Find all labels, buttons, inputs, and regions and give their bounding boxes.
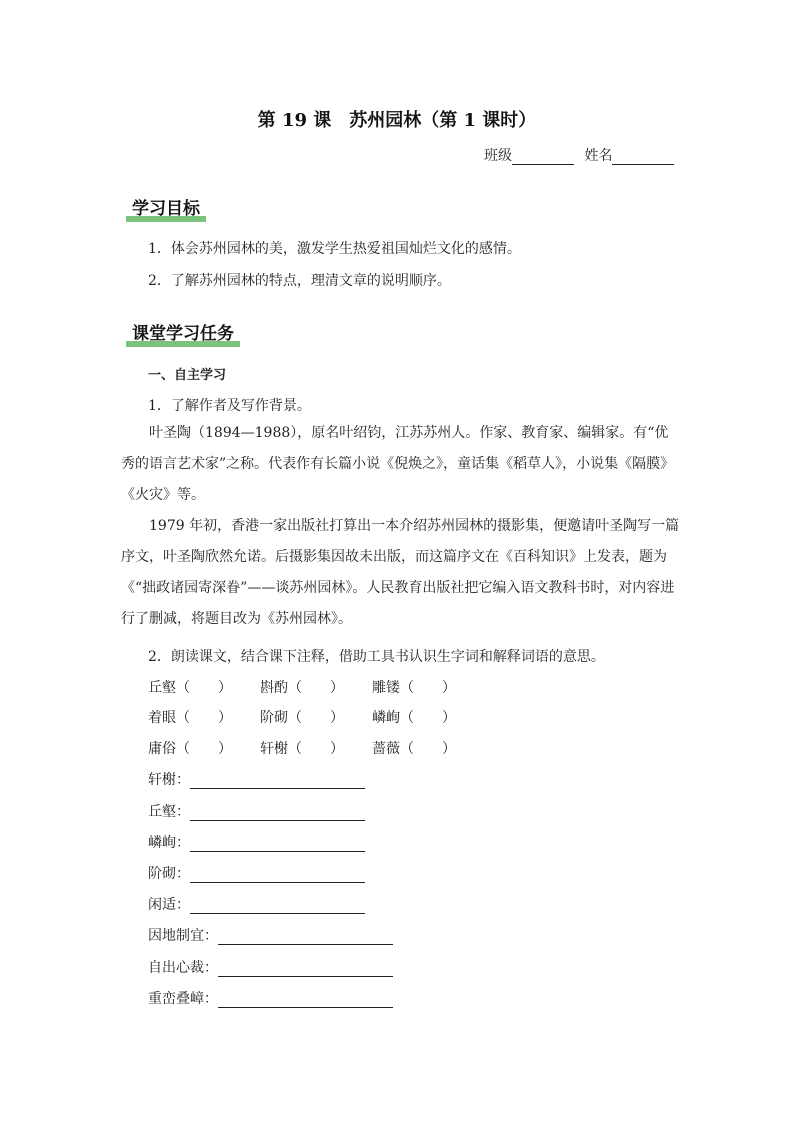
pinyin-item[interactable]: 斟酌（ ） xyxy=(260,680,344,696)
definition-blank[interactable] xyxy=(218,928,393,945)
definition-term: 轩榭： xyxy=(148,772,190,788)
pinyin-item[interactable]: 轩榭（ ） xyxy=(260,741,344,757)
section-heading-objectives: 学习目标 xyxy=(126,194,206,219)
definition-blank[interactable] xyxy=(218,991,393,1008)
pinyin-item[interactable]: 阶砌（ ） xyxy=(260,710,344,726)
definition-blank[interactable] xyxy=(190,772,365,789)
section-heading-tasks: 课堂学习任务 xyxy=(126,319,240,344)
definition-row xyxy=(148,925,393,945)
name-label: 姓名 xyxy=(584,148,613,164)
definition-blank[interactable] xyxy=(218,960,393,977)
name-blank[interactable] xyxy=(612,150,674,165)
task-1: 1．了解作者及写作背景。 xyxy=(148,398,311,414)
objective-item-2: 2．了解苏州园林的特点，理清文章的说明顺序。 xyxy=(148,273,451,289)
definition-blank[interactable] xyxy=(190,897,365,914)
background-paragraph: 1979 年初，香港一家出版社打算出一本介绍苏州园林的摄影集，便邀请叶圣陶写一篇序文，叶圣陶欣然允诺。后摄影集因故未出版，而这篇序文在《百科知识》上发表，题为《“拙政诸园寄深眷”——谈苏州园林》。人民教育出版社把它编入语文教科书时，对内容进行了删减，将题目改为《苏州园林》。 xyxy=(121,518,680,627)
task-2: 2．朗读课文，结合课下注释，借助工具书认识生字词和解释词语的意思。 xyxy=(148,649,605,665)
definition-row xyxy=(148,832,365,852)
definition-row xyxy=(148,894,365,914)
definition-row xyxy=(148,988,393,1008)
definition-term: 丘壑： xyxy=(148,804,190,820)
pinyin-item[interactable]: 庸俗（ ） xyxy=(148,741,232,757)
subheading-self-study: 一、自主学习 xyxy=(148,368,227,383)
definition-row xyxy=(148,863,365,883)
definition-row xyxy=(148,801,365,821)
pinyin-item[interactable]: 丘壑（ ） xyxy=(148,680,232,696)
definition-row xyxy=(148,769,365,789)
pinyin-item[interactable]: 嶙峋（ ） xyxy=(372,710,456,726)
definition-term: 自出心裁： xyxy=(148,960,218,976)
definition-term: 因地制宜： xyxy=(148,928,218,944)
definition-term: 嶙峋： xyxy=(148,835,190,851)
definition-blank[interactable] xyxy=(190,804,365,821)
class-blank[interactable] xyxy=(512,150,574,165)
page-title: 第 19 课 苏州园林（第 1 课时） xyxy=(257,110,537,131)
definition-term: 重峦叠嶂： xyxy=(148,991,218,1007)
objective-item-1: 1．体会苏州园林的美，激发学生热爱祖国灿烂文化的感情。 xyxy=(148,241,521,257)
class-name-line xyxy=(484,145,674,165)
author-paragraph: 叶圣陶（1894—1988），原名叶绍钧，江苏苏州人。作家、教育家、编辑家。有“优秀的语言艺术家”之称。代表作有长篇小说《倪焕之》，童话集《稻草人》，小说集《隔膜》《火灾》等。 xyxy=(121,425,675,503)
pinyin-item[interactable]: 着眼（ ） xyxy=(148,710,232,726)
definition-row xyxy=(148,957,393,977)
definition-term: 闲适： xyxy=(148,897,190,913)
definition-blank[interactable] xyxy=(190,866,365,883)
definition-blank[interactable] xyxy=(190,835,365,852)
pinyin-item[interactable]: 蔷薇（ ） xyxy=(372,741,456,757)
class-label: 班级 xyxy=(484,148,512,164)
definition-term: 阶砌： xyxy=(148,866,190,882)
pinyin-item[interactable]: 雕镂（ ） xyxy=(372,680,456,696)
